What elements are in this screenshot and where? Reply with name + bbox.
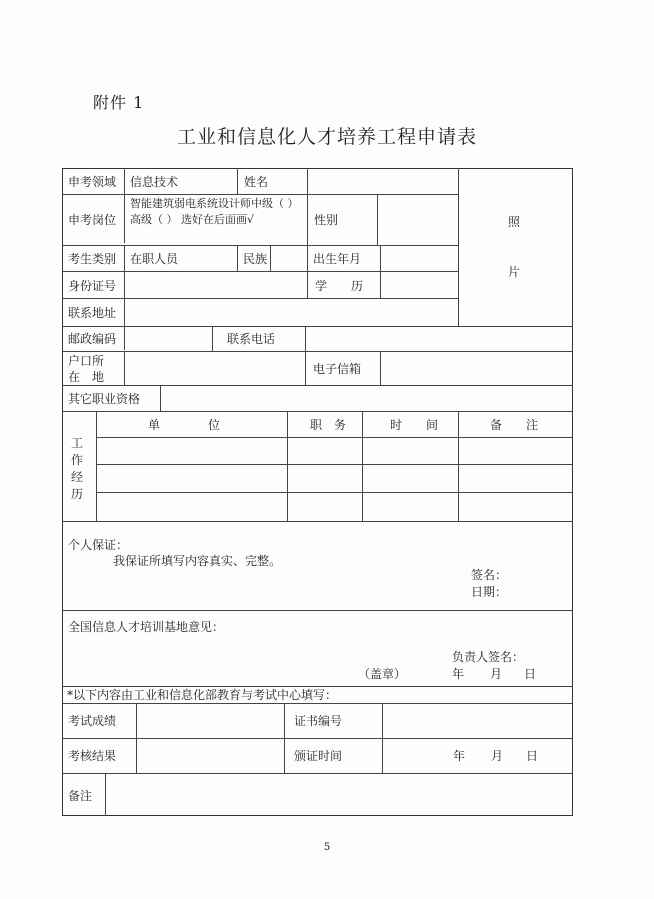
col-line: [380, 351, 381, 385]
month-label: 月: [490, 667, 503, 681]
base-opinion-label: 全国信息人才培训基地意见：: [68, 620, 225, 634]
address-label: 联系地址: [68, 306, 117, 320]
row-line: [62, 298, 458, 299]
col-line: [284, 703, 285, 773]
col-line: [305, 326, 306, 351]
row-line: [62, 326, 573, 327]
category-value[interactable]: 在职人员: [130, 252, 179, 266]
field-label: 申考领域: [68, 175, 117, 189]
email-label: 电子信箱: [313, 362, 362, 376]
col-line: [270, 245, 271, 271]
score-label: 考试成绩: [68, 714, 117, 728]
col-line: [380, 245, 381, 298]
row-line: [62, 271, 458, 272]
ethnicity-label: 民族: [243, 252, 268, 266]
col-line: [458, 168, 459, 326]
cert-number-label: 证书编号: [294, 714, 343, 728]
work-label-char: 历: [71, 487, 84, 501]
day-label: 日: [524, 667, 537, 681]
work-header-position: 职 务: [310, 418, 347, 432]
row-line: [96, 437, 573, 438]
col-line: [96, 411, 97, 521]
id-label: 身份证号: [68, 279, 117, 293]
page-number: 5: [323, 842, 331, 853]
postcode-label: 邮政编码: [68, 332, 117, 346]
row-line: [62, 738, 573, 739]
work-header-unit: 单 位: [148, 418, 221, 432]
row-line: [62, 245, 458, 246]
row-line: [62, 703, 573, 704]
work-label-char: 工: [71, 436, 84, 450]
col-line: [124, 351, 125, 385]
education-label: 学 历: [315, 279, 364, 293]
col-line: [305, 351, 306, 385]
form-title: 工业和信息化人才培养工程申请表: [176, 126, 477, 148]
issue-day-label: 日: [526, 749, 539, 763]
post-label: 申考岗位: [68, 213, 117, 227]
row-line: [62, 194, 458, 195]
other-qualification-label: 其它职业资格: [68, 392, 141, 406]
col-line: [136, 703, 137, 773]
remarks-label: 备注: [68, 789, 93, 803]
responsible-signature-label: 负责人签名：: [452, 650, 525, 664]
col-line: [237, 168, 238, 194]
photo-label-bottom: 片: [508, 265, 521, 279]
col-line: [212, 326, 213, 351]
col-line: [160, 385, 161, 411]
col-line: [382, 703, 383, 773]
field-value[interactable]: 信息技术: [130, 175, 179, 189]
work-header-remark: 备 注: [490, 418, 539, 432]
col-line: [124, 168, 125, 243]
name-field[interactable]: [312, 172, 452, 190]
issue-year-label: 年: [453, 749, 466, 763]
work-header-time: 时 间: [390, 418, 439, 432]
guarantee-text: 我保证所填写内容真实、完整。: [113, 554, 282, 568]
post-value[interactable]: 智能建筑弱电系统设计师中级（ ） 高级（ ） 选好在后面画√: [130, 197, 299, 226]
col-line: [362, 411, 363, 521]
birth-label: 出生年月: [313, 252, 362, 266]
col-line: [307, 168, 308, 194]
col-line: [307, 194, 308, 298]
center-note: *以下内容由工业和信息化部教育与考试中心填写：: [67, 688, 338, 702]
attachment-label: 附件 1: [93, 93, 145, 112]
work-label-char: 作: [71, 453, 84, 467]
row-line: [62, 411, 573, 412]
work-label-char: 经: [71, 470, 84, 484]
row-line: [62, 773, 573, 774]
row-line: [62, 686, 573, 687]
seal-label: （盖章）: [358, 667, 407, 681]
row-line: [62, 351, 573, 352]
col-line: [287, 411, 288, 521]
hukou-label-line2: 在 地: [68, 370, 105, 384]
year-label: 年: [452, 667, 465, 681]
name-label: 姓名: [244, 175, 269, 189]
col-line: [377, 194, 378, 245]
col-line: [458, 411, 459, 521]
row-line: [96, 492, 573, 493]
signature-label: 签名：: [471, 568, 508, 582]
col-line: [105, 773, 106, 816]
gender-label: 性别: [314, 213, 339, 227]
row-line: [62, 610, 573, 611]
phone-label: 联系电话: [227, 332, 276, 346]
category-label: 考生类别: [68, 252, 117, 266]
date-label: 日期：: [471, 585, 508, 599]
issue-date-label: 颁证时间: [294, 749, 343, 763]
photo-label-top: 照: [508, 215, 521, 229]
col-line: [124, 245, 125, 350]
guarantee-label: 个人保证：: [68, 538, 129, 552]
col-line: [237, 245, 238, 271]
row-line: [62, 521, 573, 522]
result-label: 考核结果: [68, 749, 117, 763]
issue-month-label: 月: [491, 749, 504, 763]
row-line: [96, 464, 573, 465]
row-line: [62, 385, 573, 386]
hukou-label-line1: 户口所: [68, 354, 105, 368]
